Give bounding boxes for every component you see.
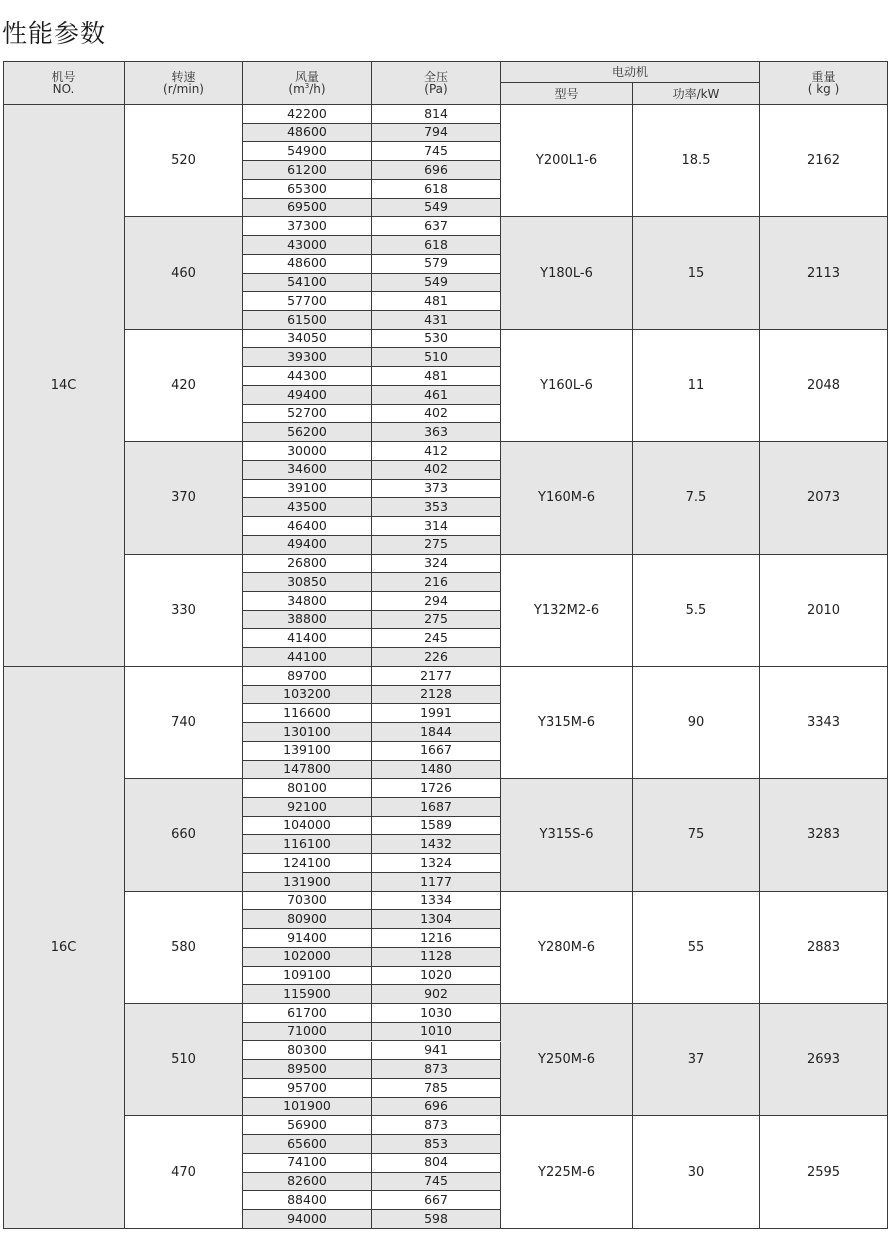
machine-no-cell: 16C [3,667,125,1229]
airflow-cell: 91400 [243,929,372,948]
airflow-cell: 39300 [243,348,372,367]
header-weight-unit: ( kg ) [807,81,840,96]
airflow-cell: 44100 [243,648,372,667]
pressure-cell: 579 [372,255,501,274]
pressure-cell: 275 [372,536,501,555]
pressure-cell: 1589 [372,817,501,836]
motor-model-cell: Y160M-6 [501,442,633,554]
pressure-cell: 226 [372,648,501,667]
airflow-cell: 139100 [243,742,372,761]
pressure-cell: 412 [372,442,501,461]
pressure-cell: 1030 [372,1004,501,1023]
airflow-cell: 116100 [243,835,372,854]
airflow-cell: 54900 [243,142,372,161]
pressure-cell: 1010 [372,1023,501,1042]
airflow-cell: 57700 [243,292,372,311]
motor-power-cell: 11 [633,330,760,442]
pressure-cell: 314 [372,517,501,536]
header-motor [501,61,760,83]
pressure-cell: 275 [372,611,501,630]
pressure-cell: 216 [372,573,501,592]
pressure-cell: 1324 [372,854,501,873]
pressure-cell: 373 [372,480,501,499]
header-speed [125,61,243,105]
pressure-cell: 402 [372,461,501,480]
weight-cell: 2048 [760,330,888,442]
airflow-cell: 49400 [243,386,372,405]
header-speed-unit: (r/min) [163,81,204,96]
pressure-cell: 745 [372,1173,501,1192]
weight-cell: 3343 [760,667,888,779]
pressure-cell: 902 [372,985,501,1004]
airflow-cell: 130100 [243,723,372,742]
motor-power-cell: 75 [633,779,760,891]
pressure-cell: 873 [372,1060,501,1079]
pressure-cell: 530 [372,330,501,349]
airflow-cell: 38800 [243,611,372,630]
pressure-cell: 324 [372,555,501,574]
pressure-cell: 1687 [372,798,501,817]
motor-power-cell: 5.5 [633,555,760,667]
weight-cell: 2693 [760,1004,888,1116]
pressure-cell: 402 [372,405,501,424]
motor-model-cell: Y315S-6 [501,779,633,891]
pressure-cell: 549 [372,199,501,218]
pressure-cell: 2177 [372,667,501,686]
speed-cell: 660 [125,779,243,891]
pressure-cell: 245 [372,629,501,648]
pressure-cell: 549 [372,274,501,293]
pressure-cell: 814 [372,105,501,124]
airflow-cell: 30000 [243,442,372,461]
machine-no-cell: 14C [3,105,125,667]
airflow-cell: 34050 [243,330,372,349]
speed-cell: 420 [125,330,243,442]
airflow-cell: 109100 [243,967,372,986]
weight-cell: 2883 [760,892,888,1004]
pressure-cell: 618 [372,236,501,255]
speed-cell: 740 [125,667,243,779]
motor-power-cell: 15 [633,217,760,329]
airflow-cell: 41400 [243,629,372,648]
pressure-cell: 785 [372,1079,501,1098]
motor-model-cell: Y250M-6 [501,1004,633,1116]
airflow-cell: 43000 [243,236,372,255]
airflow-cell: 30850 [243,573,372,592]
airflow-cell: 74100 [243,1154,372,1173]
airflow-cell: 102000 [243,948,372,967]
airflow-cell: 95700 [243,1079,372,1098]
header-pressure [372,61,501,105]
motor-model-cell: Y180L-6 [501,217,633,329]
speed-cell: 580 [125,892,243,1004]
header-motor-label: 电动机 [611,64,648,79]
pressure-cell: 667 [372,1191,501,1210]
pressure-cell: 1020 [372,967,501,986]
performance-table [3,61,888,1229]
airflow-cell: 82600 [243,1173,372,1192]
motor-model-cell: Y280M-6 [501,892,633,1004]
header-weight [760,61,888,105]
airflow-cell: 71000 [243,1023,372,1042]
airflow-cell: 65300 [243,180,372,199]
airflow-cell: 37300 [243,217,372,236]
airflow-cell: 89500 [243,1060,372,1079]
header-weight-label: 重量 [811,69,836,84]
airflow-cell: 70300 [243,892,372,911]
weight-cell: 3283 [760,779,888,891]
header-machine-no-en: NO. [52,81,75,96]
pressure-cell: 1991 [372,704,501,723]
airflow-cell: 92100 [243,798,372,817]
airflow-cell: 56900 [243,1116,372,1135]
motor-power-cell: 90 [633,667,760,779]
airflow-cell: 39100 [243,480,372,499]
pressure-cell: 294 [372,592,501,611]
motor-power-cell: 30 [633,1116,760,1228]
airflow-cell: 116600 [243,704,372,723]
airflow-cell: 42200 [243,105,372,124]
airflow-cell: 48600 [243,124,372,143]
page-title: 性能参数 [2,19,107,48]
airflow-cell: 61700 [243,1004,372,1023]
airflow-cell: 88400 [243,1191,372,1210]
pressure-cell: 873 [372,1116,501,1135]
pressure-cell: 1177 [372,873,501,892]
header-motor-power-label: 功率/kW [672,86,720,101]
pressure-cell: 941 [372,1042,501,1061]
header-airflow-label: 风量 [294,69,319,84]
pressure-cell: 598 [372,1210,501,1229]
pressure-cell: 853 [372,1135,501,1154]
pressure-cell: 1480 [372,761,501,780]
airflow-cell: 52700 [243,405,372,424]
airflow-cell: 94000 [243,1210,372,1229]
header-speed-label: 转速 [171,69,196,84]
airflow-cell: 80900 [243,910,372,929]
header-airflow [243,61,372,105]
airflow-cell: 61500 [243,311,372,330]
motor-power-cell: 55 [633,892,760,1004]
airflow-cell: 34800 [243,592,372,611]
pressure-cell: 745 [372,142,501,161]
airflow-cell: 49400 [243,536,372,555]
airflow-cell: 124100 [243,854,372,873]
airflow-cell: 61200 [243,161,372,180]
airflow-cell: 103200 [243,686,372,705]
pressure-cell: 510 [372,348,501,367]
weight-cell: 2010 [760,555,888,667]
pressure-cell: 1304 [372,910,501,929]
airflow-cell: 26800 [243,555,372,574]
speed-cell: 460 [125,217,243,329]
weight-cell: 2162 [760,105,888,217]
pressure-cell: 481 [372,367,501,386]
airflow-cell: 69500 [243,199,372,218]
pressure-cell: 794 [372,124,501,143]
airflow-cell: 65600 [243,1135,372,1154]
weight-cell: 2595 [760,1116,888,1228]
speed-cell: 510 [125,1004,243,1116]
airflow-cell: 56200 [243,423,372,442]
airflow-cell: 101900 [243,1098,372,1117]
pressure-cell: 1334 [372,892,501,911]
pressure-cell: 2128 [372,686,501,705]
pressure-cell: 353 [372,498,501,517]
header-motor-power [633,83,760,105]
pressure-cell: 804 [372,1154,501,1173]
airflow-cell: 54100 [243,274,372,293]
pressure-cell: 1726 [372,779,501,798]
motor-power-cell: 7.5 [633,442,760,554]
pressure-cell: 618 [372,180,501,199]
pressure-cell: 1432 [372,835,501,854]
speed-cell: 370 [125,442,243,554]
speed-cell: 520 [125,105,243,217]
pressure-cell: 696 [372,161,501,180]
pressure-cell: 1128 [372,948,501,967]
motor-model-cell: Y160L-6 [501,330,633,442]
airflow-cell: 48600 [243,255,372,274]
airflow-cell: 44300 [243,367,372,386]
speed-cell: 470 [125,1116,243,1228]
motor-model-cell: Y132M2-6 [501,555,633,667]
pressure-cell: 637 [372,217,501,236]
motor-power-cell: 18.5 [633,105,760,217]
airflow-cell: 34600 [243,461,372,480]
pressure-cell: 1844 [372,723,501,742]
airflow-cell: 80100 [243,779,372,798]
pressure-cell: 696 [372,1098,501,1117]
speed-cell: 330 [125,555,243,667]
airflow-cell: 46400 [243,517,372,536]
pressure-cell: 481 [372,292,501,311]
weight-cell: 2113 [760,217,888,329]
airflow-cell: 147800 [243,761,372,780]
pressure-cell: 461 [372,386,501,405]
airflow-cell: 43500 [243,498,372,517]
motor-power-cell: 37 [633,1004,760,1116]
motor-model-cell: Y225M-6 [501,1116,633,1228]
pressure-cell: 1667 [372,742,501,761]
header-motor-model [501,83,633,105]
pressure-cell: 1216 [372,929,501,948]
airflow-cell: 131900 [243,873,372,892]
header-pressure-label: 全压 [423,69,448,84]
airflow-cell: 89700 [243,667,372,686]
motor-model-cell: Y200L1-6 [501,105,633,217]
airflow-cell: 80300 [243,1042,372,1061]
header-airflow-unit: $(m^3/h)$ [288,81,326,96]
weight-cell: 2073 [760,442,888,554]
header-motor-model-label: 型号 [554,86,579,101]
airflow-cell: 104000 [243,817,372,836]
motor-model-cell: Y315M-6 [501,667,633,779]
pressure-cell: 363 [372,423,501,442]
header-pressure-unit: (Pa) [424,81,448,96]
header-machine-no [3,61,125,105]
pressure-cell: 431 [372,311,501,330]
header-machine-no-label: 机号 [51,69,76,84]
airflow-cell: 115900 [243,985,372,1004]
